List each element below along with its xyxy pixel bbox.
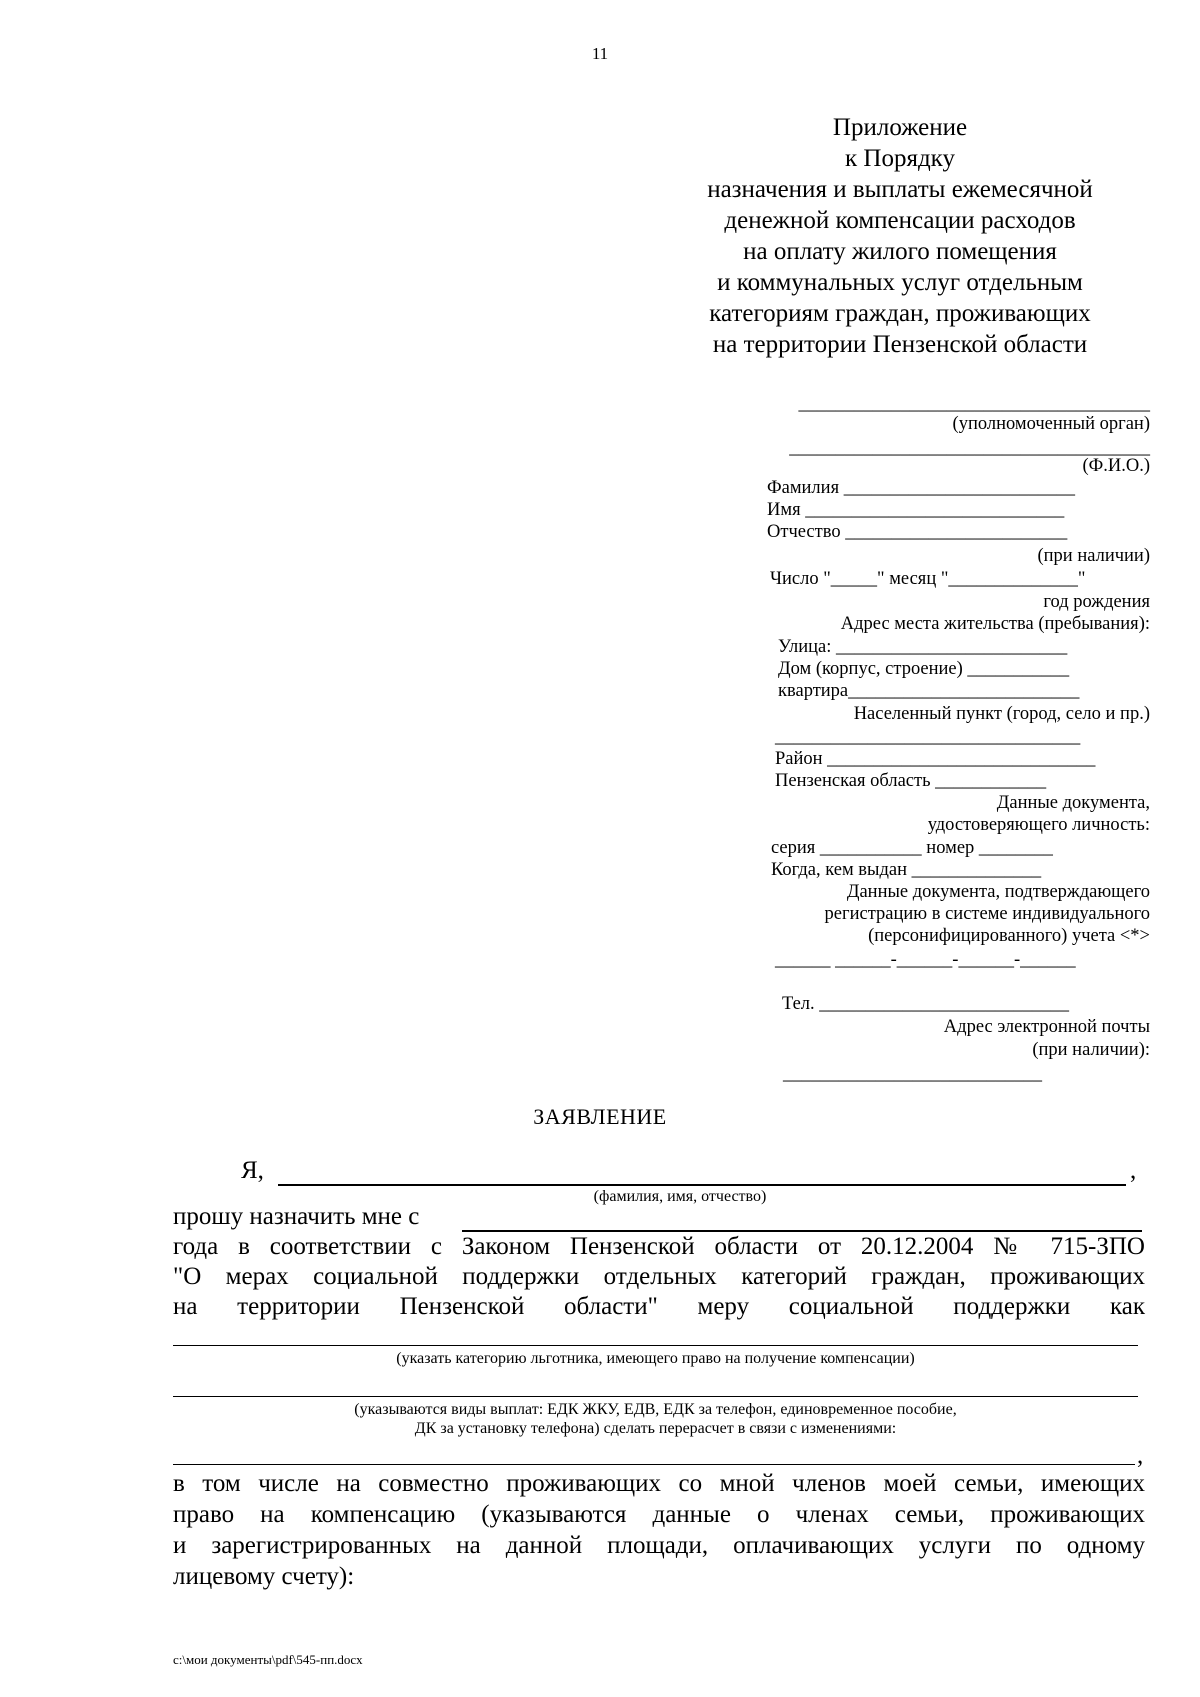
i-label: Я, xyxy=(241,1157,264,1184)
body-line: года в соответствии с Законом Пензенской области от 20.12.2004 № 715-ЗПО xyxy=(173,1233,1145,1260)
changes-comma: , xyxy=(1137,1442,1144,1469)
body-line: "О мерах социальной поддержки отдельных категорий граждан, проживающих xyxy=(173,1263,1145,1290)
series-number-field[interactable]: серия ___________ номер ________ xyxy=(771,838,1053,858)
locality-label: Населенный пункт (город, село и пр.) xyxy=(853,704,1150,724)
doc-title-line: удостоверяющего личность: xyxy=(927,815,1150,835)
footer-file-path: c:\мои документы\pdf\545-пп.docx xyxy=(173,1652,363,1667)
name-field[interactable]: Имя ____________________________ xyxy=(767,500,1065,520)
category-caption: (указать категорию льготника, имеющего право на получение компенсации) xyxy=(396,1350,915,1367)
birth-date-field[interactable]: Число "_____" месяц "______________" xyxy=(770,569,1086,589)
email-label: Адрес электронной почты xyxy=(943,1017,1150,1037)
trailing-comma: , xyxy=(1130,1157,1137,1184)
family-line: лицевому счету): xyxy=(173,1563,355,1590)
birth-year-label: год рождения xyxy=(1043,592,1150,612)
snils-title-line: Данные документа, подтверждающего xyxy=(846,882,1150,902)
surname-field[interactable]: Фамилия _________________________ xyxy=(767,478,1075,498)
street-field[interactable]: Улица: _________________________ xyxy=(778,637,1068,657)
fio-line[interactable]: _______________________________________ xyxy=(789,438,1150,458)
page-number: 11 xyxy=(591,44,609,63)
family-line: в том числе на совместно проживающих со мной членов моей семьи, имеющих xyxy=(173,1470,1145,1497)
appendix-line: денежной компенсации расходов xyxy=(724,207,1076,234)
family-line: и зарегистрированных на данной площади, оплачивающих услуги по одному xyxy=(173,1532,1145,1559)
fio-caption: (фамилия, имя, отчество) xyxy=(593,1188,767,1205)
phone-field[interactable]: Тел. ___________________________ xyxy=(782,994,1070,1014)
request-label: прошу назначить мне с xyxy=(173,1203,420,1230)
patronymic-note: (при наличии) xyxy=(1037,546,1150,566)
body-line: на территории Пензенской области" меру социальной поддержки как xyxy=(173,1293,1145,1320)
changes-line[interactable] xyxy=(173,1464,1135,1465)
address-title: Адрес места жительства (пребывания): xyxy=(840,614,1150,634)
appendix-heading xyxy=(660,112,1140,360)
payments-line[interactable] xyxy=(173,1396,1138,1397)
family-line: право на компенсацию (указываются данные о членах семьи, проживающих xyxy=(173,1501,1145,1528)
house-field[interactable]: Дом (корпус, строение) ___________ xyxy=(778,659,1070,679)
appendix-line: и коммунальных услуг отдельным xyxy=(717,269,1083,296)
snils-field[interactable]: ______ ______-______-______-______ xyxy=(775,950,1076,970)
appendix-line: к Порядку xyxy=(845,145,955,172)
payments-caption: (указываются виды выплат: ЕДК ЖКУ, ЕДВ, ЕДК за телефон, единовременное пособие, xyxy=(354,1401,957,1418)
authority-line[interactable]: ______________________________________ xyxy=(798,394,1150,414)
fio-caption: (Ф.И.О.) xyxy=(1082,456,1150,476)
snils-title-line: (персонифицированного) учета <*> xyxy=(868,926,1150,946)
appendix-line: на оплату жилого помещения xyxy=(743,238,1057,265)
locality-field[interactable]: _________________________________ xyxy=(775,727,1081,747)
appendix-line: категориям граждан, проживающих xyxy=(709,300,1091,327)
start-date-line[interactable] xyxy=(462,1230,1142,1232)
apartment-field[interactable]: квартира_________________________ xyxy=(778,681,1080,701)
appendix-line: назначения и выплаты ежемесячной xyxy=(707,176,1093,203)
issued-field[interactable]: Когда, кем выдан ______________ xyxy=(771,860,1042,880)
district-field[interactable]: Район _____________________________ xyxy=(775,749,1096,769)
fio-fill-line[interactable] xyxy=(278,1184,1126,1186)
email-note: (при наличии): xyxy=(1032,1040,1150,1060)
doc-title-line: Данные документа, xyxy=(996,793,1150,813)
statement-title: ЗАЯВЛЕНИЕ xyxy=(533,1104,667,1129)
email-field[interactable]: ____________________________ xyxy=(783,1064,1042,1084)
authority-caption: (уполномоченный орган) xyxy=(952,414,1150,434)
patronymic-field[interactable]: Отчество ________________________ xyxy=(767,522,1068,542)
snils-title-line: регистрацию в системе индивидуального xyxy=(824,904,1150,924)
region-field[interactable]: Пензенская область ____________ xyxy=(775,771,1047,791)
appendix-line: Приложение xyxy=(832,114,968,141)
appendix-line: на территории Пензенской области xyxy=(712,331,1088,358)
category-line[interactable] xyxy=(173,1345,1138,1346)
payments-caption: ДК за установку телефона) сделать перерасчет в связи с изменениями: xyxy=(414,1420,897,1437)
